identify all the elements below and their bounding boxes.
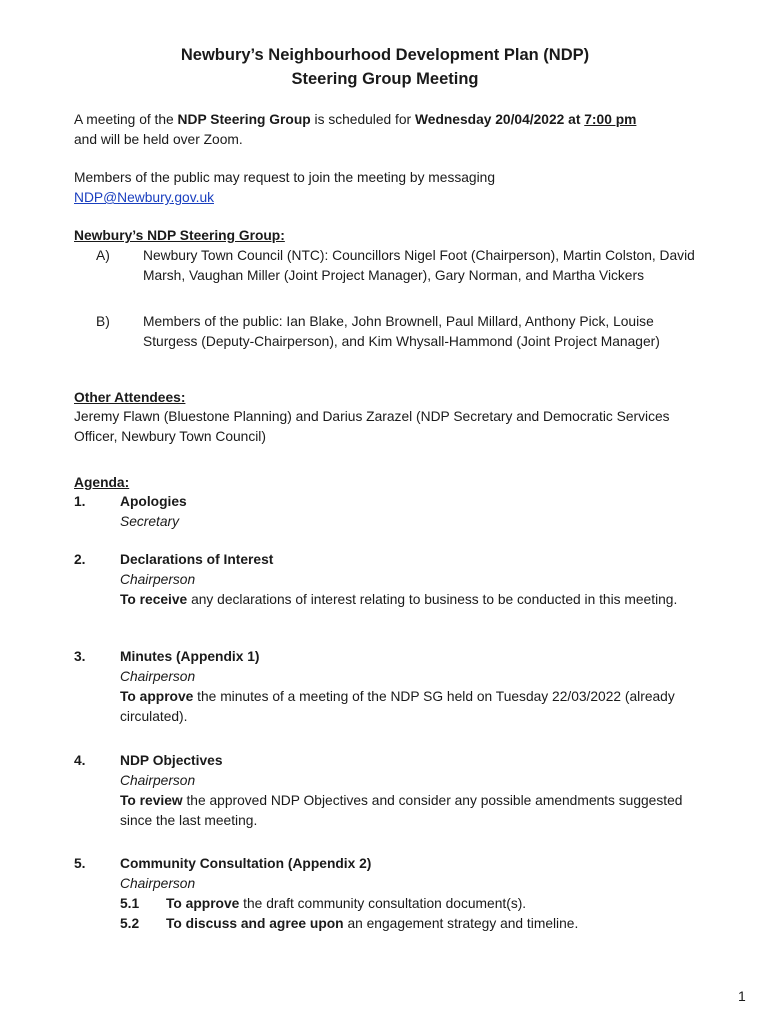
- agenda-subitem: [120, 914, 710, 934]
- agenda-number: 4.: [74, 753, 86, 768]
- agenda-title: Minutes (Appendix 1): [120, 649, 260, 664]
- agenda-number: 2.: [74, 552, 86, 567]
- intro-group-name: NDP Steering Group: [177, 112, 311, 127]
- intro-text-2: is scheduled for: [310, 112, 415, 127]
- item-letter: A): [96, 248, 110, 263]
- steering-group-item-b: [96, 312, 706, 372]
- intro-paragraph: [74, 110, 714, 150]
- agenda-description: [120, 791, 710, 831]
- page-number: 1: [738, 988, 746, 1004]
- agenda-action: To receive: [120, 592, 188, 607]
- agenda-heading: Agenda:: [74, 475, 130, 490]
- agenda-action: To approve: [120, 689, 194, 704]
- email-link[interactable]: NDP@Newbury.gov.uk: [74, 190, 215, 205]
- meeting-date: Wednesday 20/04/2022 at: [415, 112, 585, 127]
- agenda-desc: the approved NDP Objectives and consider any possible amendments suggested since the last meeting.: [120, 793, 683, 828]
- public-text: Members of the public may request to join the meeting by messaging: [74, 170, 496, 185]
- agenda-number: 5.: [74, 856, 86, 871]
- subitem-text: [166, 914, 706, 934]
- agenda-owner: Chairperson: [120, 876, 196, 891]
- subitem-number: 5.1: [120, 896, 140, 911]
- other-attendees-text: Jeremy Flawn (Bluestone Planning) and Darius Zarazel (NDP Secretary and Democratic Services Officer, Newbury Town Council): [74, 409, 670, 444]
- subitem-desc: the draft community consultation document(s).: [239, 896, 527, 911]
- steering-group-item-a: [96, 246, 706, 306]
- agenda-title: Community Consultation (Appendix 2): [120, 856, 372, 871]
- subitem-action: To approve: [166, 896, 240, 911]
- agenda-number: 1.: [74, 494, 86, 509]
- agenda-owner: Chairperson: [120, 773, 196, 788]
- meeting-time: 7:00 pm: [584, 112, 637, 127]
- agenda-desc: any declarations of interest relating to business to be conducted in this meeting.: [187, 592, 678, 607]
- other-attendees-heading: Other Attendees:: [74, 390, 186, 405]
- agenda-owner: Secretary: [120, 514, 180, 529]
- item-text: Newbury Town Council (NTC): Councillors Nigel Foot (Chairperson), Martin Colston, David Marsh, Vaughan Miller (Joint Project Manager), Gary Norman, and Martha Vickers: [143, 248, 695, 283]
- agenda-subitem: [120, 894, 710, 914]
- agenda-owner: Chairperson: [120, 572, 196, 587]
- agenda-number: 3.: [74, 649, 86, 664]
- agenda-desc: the minutes of a meeting of the NDP SG held on Tuesday 22/03/2022 (already circulated).: [120, 689, 675, 724]
- agenda-title: Apologies: [120, 494, 187, 509]
- document-subtitle: Steering Group Meeting: [291, 70, 479, 88]
- item-text: Members of the public: Ian Blake, John Brownell, Paul Millard, Anthony Pick, Louise Sturgess (Deputy-Chairperson), and Kim Whysall-Hammond (Joint Project Manager): [143, 314, 660, 349]
- subitem-text: [166, 894, 706, 914]
- agenda-title: Declarations of Interest: [120, 552, 274, 567]
- intro-text-1: A meeting of the: [74, 112, 178, 127]
- steering-group-heading: Newbury’s NDP Steering Group:: [74, 228, 285, 243]
- agenda-description: [120, 590, 710, 610]
- subitem-action: To discuss and agree upon: [166, 916, 344, 931]
- document-title: Newbury’s Neighbourhood Development Plan (NDP): [180, 46, 590, 64]
- public-paragraph: [74, 168, 714, 208]
- agenda-owner: Chairperson: [120, 669, 196, 684]
- intro-text-3: and will be held over Zoom.: [74, 132, 243, 147]
- subitem-number: 5.2: [120, 916, 140, 931]
- item-letter: B): [96, 314, 110, 329]
- subitem-desc: an engagement strategy and timeline.: [343, 916, 579, 931]
- agenda-action: To review: [120, 793, 183, 808]
- agenda-description: [120, 687, 710, 727]
- agenda-title: NDP Objectives: [120, 753, 223, 768]
